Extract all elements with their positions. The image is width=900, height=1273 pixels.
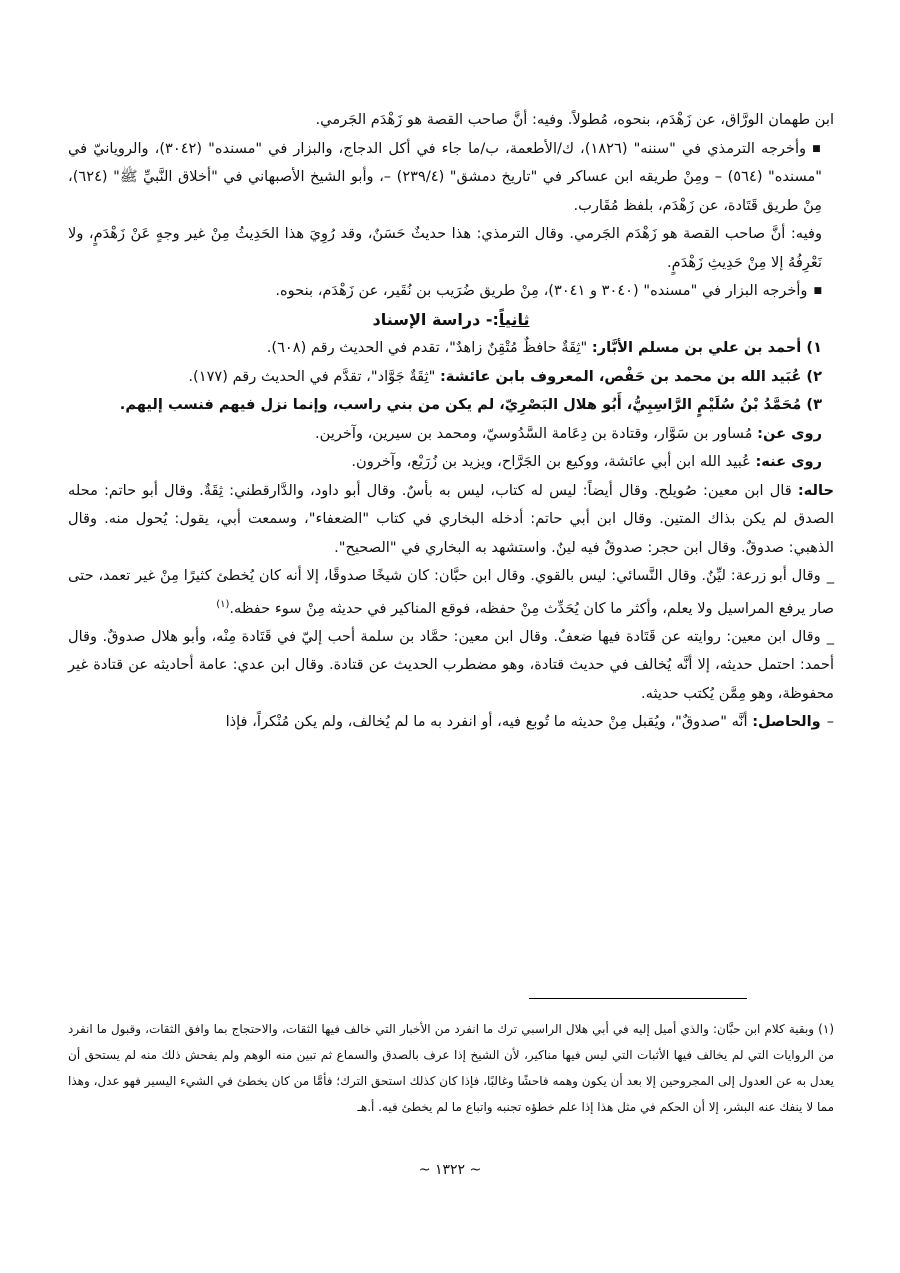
- footnote-separator: [529, 998, 747, 999]
- footnote-ref: (١): [216, 598, 230, 610]
- narrator-2: ٢) عُبَيد الله بن محمد بن حَفْص، المعروف بابن عائشة: "ثِقَةٌ جَوَّاد"، تقدَّم في الحديث رقم (١٧٧).: [188, 367, 822, 385]
- paragraph: _وقال ابن معين: روايته عن قَتَادة فيها ضعفٌ. وقال ابن معين: حمَّاد بن سلمة أحب إليّ في قَتَادة مِنْه، وأبو هلال صدوقٌ. وقال أحمد: احتمل حديثه، إلا أنَّه يُخالف في حديث قتادة، وهو مضطرب الحديث عن قتادة. وقال ابن عدي: عامة أحاديثه عن قتادة غير محفوظة، وهو مِمَّن يُكتب حديثه.: [68, 627, 834, 702]
- narrated-by: روى عنه: عُبيد الله ابن أبي عائشة، ووكيع بن الجَرَّاح، ويزيد بن زُرَيْع، وآخرون.: [351, 453, 822, 470]
- narrator-1: ١) أحمد بن علي بن مسلم الأبَّار: "ثِقَةٌ حافظٌ مُتْقِنٌ زاهدٌ"، تقدم في الحديث رقم (٦٠٨).: [266, 339, 822, 356]
- paragraph: ابن طهمان الورَّاق، عن زَهْدَم، بنحوه، مُطولاً. وفيه: أنَّ صاحب القصة هو زَهْدَم الجَرمي.: [315, 111, 834, 128]
- status-paragraph: حاله: قال ابن معين: صُويلح. وقال أيضاً: ليس له كتاب، ليس به بأسٌ. وقال أبو داود، والدَّارقطني: ثِقَةٌ. وقال أبو حاتم: محله الصدق لم يكن بذاك المتين. وقال ابن أبي حاتم: أدخله البخاري في كتاب "الضعفاء"، وسمعت أبي، يقول: يُحول منه. وقال الذهبي: صدوقٌ. وقال ابن حجر: صدوقٌ فيه لينٌ. واستشهد به البخاري في "الصحيح".: [68, 481, 834, 556]
- narrator-3: ٣) مُحَمَّدُ بْنُ سُلَيْمٍ الرَّاسِبِيُّ، أَبُو هلال البَصْرِيّ، لم يكن من بني راسب، وإنما نزل فيهم فنسب إليهم.: [119, 396, 822, 413]
- bullet-paragraph: ■ وأخرجه البزار في "مسنده" (٣٠٤٠ و ٣٠٤١)، مِنْ طريق ضُرَيب بن نُقَير، عن زَهْدَم، بنحوه.: [68, 277, 834, 306]
- narrated-from: روى عن: مُساور بن سَوَّار، وقتادة بن دِعَامة السَّدُوسيّ، ومحمد بن سيرين، وآخرين.: [315, 424, 822, 442]
- page-number: ~ ١٣٢٢ ~: [418, 1162, 482, 1178]
- bullet-paragraph: ■ وأخرجه الترمذي في "سننه" (١٨٢٦)، ك/الأطعمة، ب/ما جاء في أكل الدجاج، والبزار في "مسنده" (٣٠٤٢)، والرويانيّ في "مسنده" (٥٦٤) – ومِنْ طريقه ابن عساكر في "تاريخ دمشق" (٢٣٩/٤) –، وأبو الشيخ الأصبهاني في "أخلاق النَّبيِّ ﷺ" (٦٢٤)، مِنْ طريق قَتَادة، عن زَهْدَم، بلفظ مُقَارب.: [68, 135, 834, 221]
- section-heading: ثانياً:- دراسة الإسناد: [372, 309, 530, 329]
- conclusion-paragraph: –والحاصل: أنَّه "صدوقٌ"، ويُقبل مِنْ حديثه ما تُوبع فيه، أو انفرد به ما لم يُخالف، ولم يكن مُنْكراً، فإذا: [225, 713, 834, 731]
- paragraph: وفيه: أنَّ صاحب القصة هو زَهْدَم الجَرمي. وقال الترمذي: هذا حديثٌ حَسَنٌ، وقد رُوِيَ هذا الحَدِيثُ مِنْ غير وجهٍ عَنْ زَهْدَمٍ، ولا نَعْرِفُهُ إلا مِنْ حَدِيثِ زَهْدَمٍ.: [68, 225, 822, 271]
- main-text: [68, 106, 834, 737]
- footnote: (١) وبقية كلام ابن حبَّان: والذي أميل إليه في أبي هلال الراسبي ترك ما انفرد من الأخبار التي خالف فيها الثقات، والاحتجاج بما وافق الثقات، وقبول ما انفرد من الروايات التي لم يخالف فيها الأثبات التي ليس فيها مناكير، لأن الشيخ إذا عرف بالصدق والسماع ثم تبين منه الوهم ولم يفحش ذلك منه لم يستحق أن يعدل به عن العدول إلى المجروحين إلا بعد أن يكون وهمه فاحشًا وغالبًا، فإذا كان كذلك استحق الترك؛ فأمَّا من كان يخطئ في الشيء اليسير فهو عدل، وهذا مما لا ينفك عنه البشر، إلا أن الحكم في مثل هذا إذا علم خطؤه تجنبه واتباع ما لم يخطئ فيه. أ.هـ: [68, 1022, 834, 1114]
- paragraph: _وقال أبو زرعة: ليِّنٌ. وقال النَّسائي: ليس بالقوي. وقال ابن حبَّان: كان شيخًا صدوقًا، إلا أنه كان يُخطئ كثيرًا مِنْ غير تعمد، حتى صار يرفع المراسيل ولا يعلم، وأكثر ما كان يُحَدِّث مِنْ حفظه، فوقع المناكير في حديثه مِنْ سوء حفظه.$^{(١)}$: [68, 567, 834, 617]
